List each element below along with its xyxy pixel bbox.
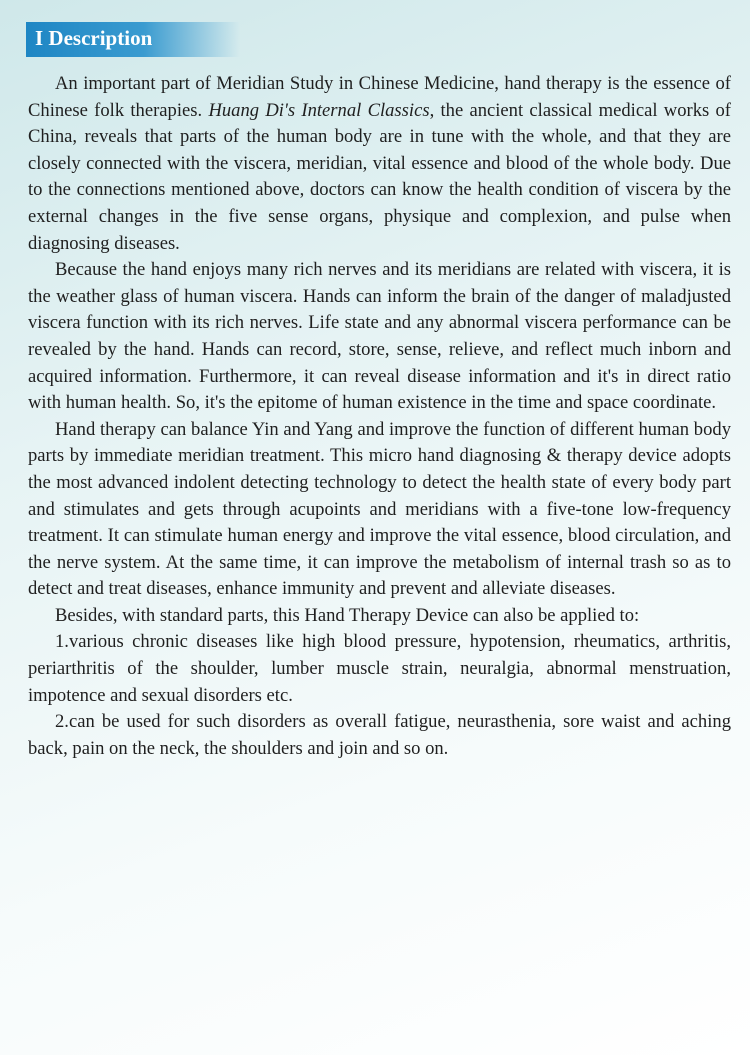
paragraph: Hand therapy can balance Yin and Yang and improve the function of different human body parts by immediate meridian treatment. This micro hand diagnosing & therapy device adopts the most advanced indolent detecting technology to detect the health state of every body part and stimulates and gets through acupoints and meridians with a five-tone low-frequency treatment. It can stimulate human energy and improve the vital essence, blood circulation, and the nerve system. At the same time, it can improve the metabolism of internal trash so as to detect and treat diseases, enhance immunity and prevent and alleviate diseases. (28, 418, 731, 600)
list-item: 1.various chronic diseases like high blood pressure, hypotension, rheumatics, arthritis, periarthritis of the shoulder, lumber muscle strain, neuralgia, abnormal menstruation, impotence and sexual disorders etc. (28, 631, 731, 706)
paragraph-text: , the ancient classical medical works of China, reveals that parts of the human body are in tune with the whole, and that they are closely connected with the viscera, meridian, vital essence and blood of the whole body. Due to the connections mentioned above, doctors can know the health condition of viscera by the external changes in the five sense organs, physique and complexion, and pulse when diagnosing diseases. (28, 99, 731, 254)
book-title: Huang Di's Internal Classics (208, 99, 430, 121)
paragraph (28, 71, 731, 257)
section-header (26, 22, 240, 57)
list-item: 2.can be used for such disorders as overall fatigue, neurasthenia, sore waist and aching back, pain on the neck, the shoulders and join and so on. (28, 711, 731, 759)
section-title: I Description (35, 26, 153, 50)
paragraph-text: An important part of Meridian Study in Chinese Medicine, hand therapy is the essence of Chinese folk therapies. (28, 73, 731, 121)
paragraph: Besides, with standard parts, this Hand Therapy Device can also be applied to: (55, 604, 640, 626)
paragraph: Because the hand enjoys many rich nerves and its meridians are related with viscera, it is the weather glass of human viscera. Hands can inform the brain of the danger of maladjusted viscera function with its rich nerves. Life state and any abnormal viscera performance can be revealed by the hand. Hands can record, store, sense, relieve, and reflect much inborn and acquired information. Furthermore, it can reveal disease information and it's in direct ratio with human health. So, it's the epitome of human existence in the time and space coordinate. (28, 259, 731, 414)
document-body (28, 71, 731, 762)
